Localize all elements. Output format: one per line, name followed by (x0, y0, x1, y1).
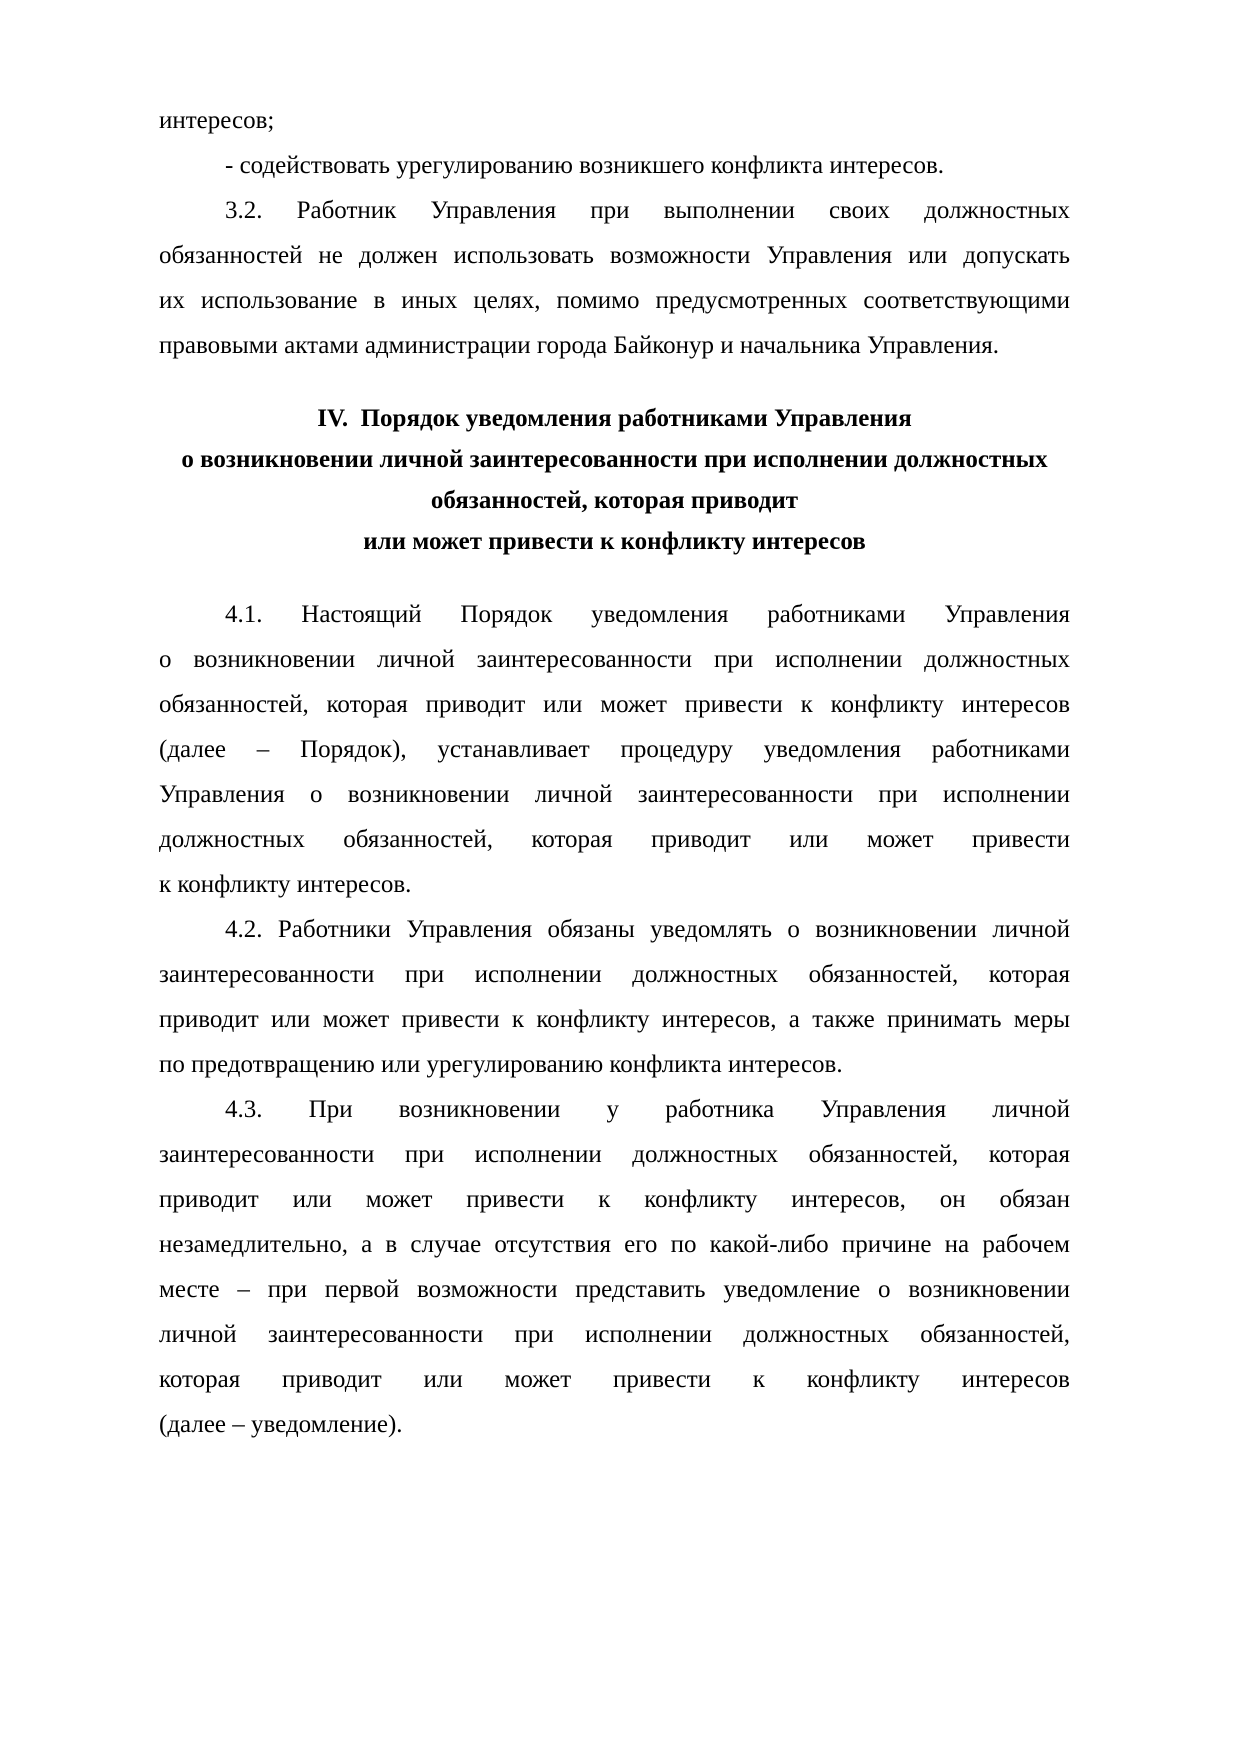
paragraph-3-2 (159, 188, 1070, 368)
text-line: заинтересованности при исполнении должностных обязанностей, которая (159, 1141, 1070, 1168)
paragraph-top-fragment (159, 98, 1070, 143)
text-line: незамедлительно, а в случае отсутствия его по какой-либо причине на рабочем (159, 1231, 1070, 1258)
text-line: о возникновении личной заинтересованности при исполнении должностных (159, 646, 1070, 673)
heading-line: или может привести к конфликту интересов (363, 528, 866, 555)
paragraph-4-1 (159, 592, 1070, 907)
heading-line: IV. Порядок уведомления работниками Управления (317, 405, 912, 432)
text-line: по предотвращению или урегулированию конфликта интересов. (159, 1051, 843, 1078)
text-line: 3.2. Работник Управления при выполнении своих должностных (225, 197, 1070, 224)
text-line: интересов; (159, 107, 275, 134)
text-line: - содействовать урегулированию возникшего конфликта интересов. (225, 152, 945, 179)
spacer (159, 368, 1070, 398)
section-heading (159, 398, 1070, 562)
text-line: Управления о возникновении личной заинтересованности при исполнении (159, 781, 1070, 808)
heading-line: о возникновении личной заинтересованности при исполнении должностных (181, 446, 1048, 473)
text-line: должностных обязанностей, которая приводит или может привести (159, 826, 1070, 853)
text-line: обязанностей, которая приводит или может привести к конфликту интересов (159, 691, 1070, 718)
text-line: к конфликту интересов. (159, 871, 412, 898)
text-line: которая приводит или может привести к конфликту интересов (159, 1366, 1070, 1393)
text-line: приводит или может привести к конфликту интересов, он обязан (159, 1186, 1070, 1213)
text-line: правовыми актами администрации города Байконур и начальника Управления. (159, 332, 1000, 359)
text-line: 4.2. Работники Управления обязаны уведомлять о возникновении личной (225, 916, 1070, 943)
text-line: приводит или может привести к конфликту интересов, а также принимать меры (159, 1006, 1070, 1033)
text-line: обязанностей не должен использовать возможности Управления или допускать (159, 242, 1070, 269)
document-page (159, 98, 1070, 1447)
text-line: личной заинтересованности при исполнении должностных обязанностей, (159, 1321, 1070, 1348)
spacer (159, 562, 1070, 592)
text-line: (далее – Порядок), устанавливает процедуру уведомления работниками (159, 736, 1070, 763)
text-line: их использование в иных целях, помимо предусмотренных соответствующими (159, 287, 1070, 314)
text-line: месте – при первой возможности представить уведомление о возникновении (159, 1276, 1070, 1303)
text-line: 4.3. При возникновении у работника Управления личной (225, 1096, 1070, 1123)
text-line: заинтересованности при исполнении должностных обязанностей, которая (159, 961, 1070, 988)
paragraph-bullet (159, 143, 1070, 188)
text-line: (далее – уведомление). (159, 1411, 403, 1438)
paragraph-4-2 (159, 907, 1070, 1087)
text-line: 4.1. Настоящий Порядок уведомления работниками Управления (225, 601, 1070, 628)
paragraph-4-3 (159, 1087, 1070, 1447)
heading-line: обязанностей, которая приводит (430, 487, 799, 514)
